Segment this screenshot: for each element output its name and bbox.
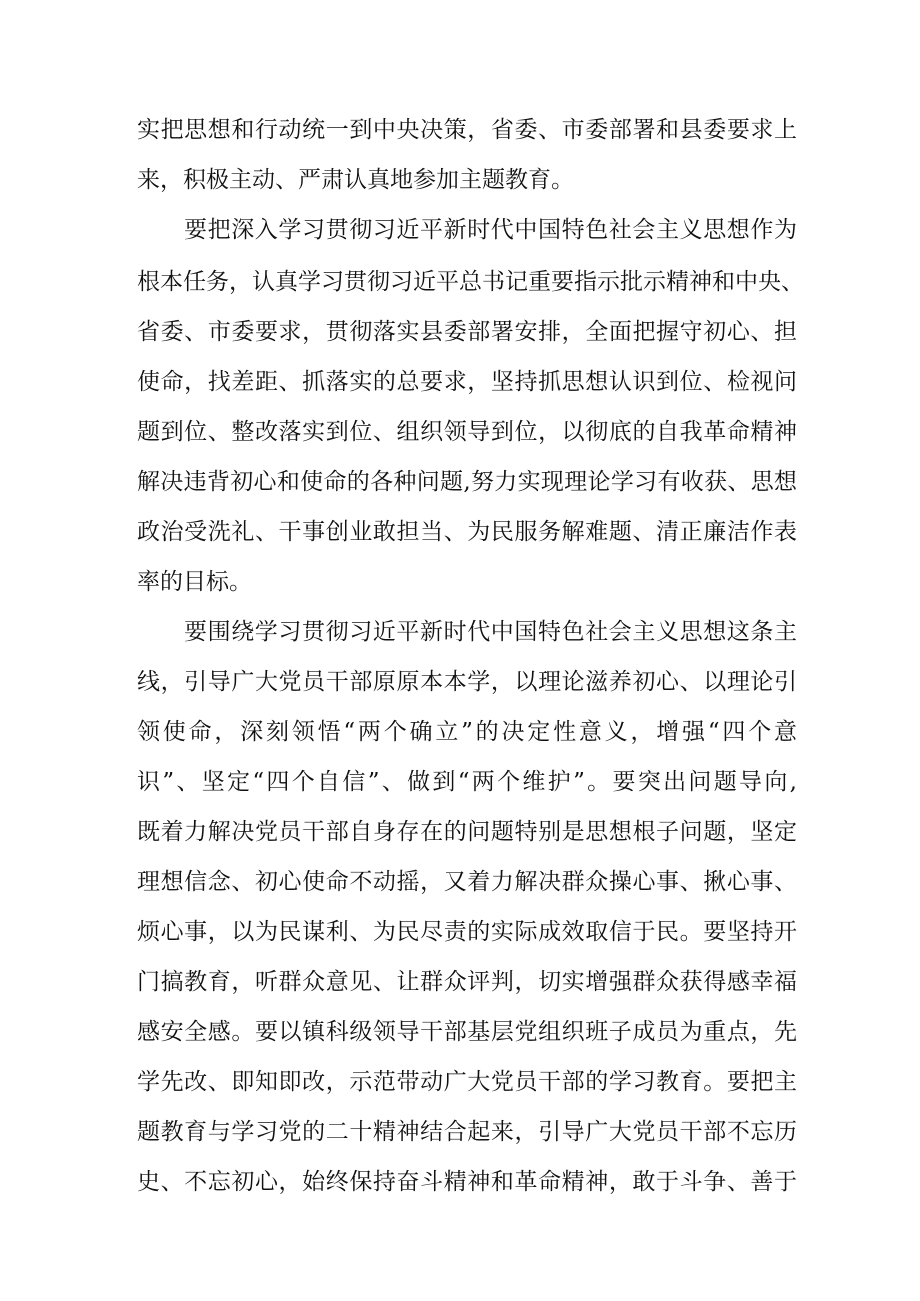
text-line: 线，引导广大党员干部原原本本学，以理论滋养初心、以理论引 — [137, 669, 797, 695]
text-line: 率的目标。 — [137, 569, 252, 595]
text-line: 烦心事，以为民谋利、为民尽责的实际成效取信于民。要坚持开 — [137, 919, 797, 945]
text-line: 识”、坚定“四个自信”、做到“两个维护”。要突出问题导向, — [137, 769, 797, 795]
text-line: 感安全感。要以镇科级领导干部基层党组织班子成员为重点，先 — [137, 1019, 797, 1045]
text-line: 来，积极主动、严肃认真地参加主题教育。 — [137, 167, 574, 193]
text-line: 省委、市委要求，贯彻落实县委部署安排，全面把握守初心、担 — [137, 319, 797, 345]
text-line: 根本任务，认真学习贯彻习近平总书记重要指示批示精神和中央、 — [137, 269, 804, 295]
text-line: 学先改、即知即改，示范带动广大党员干部的学习教育。要把主 — [137, 1069, 797, 1095]
text-line: 题教育与学习党的二十精神结合起来，引导广大党员干部不忘历 — [137, 1119, 797, 1145]
text-line: 使命，找差距、抓落实的总要求，坚持抓思想认识到位、检视问 — [137, 369, 797, 395]
text-line: 理想信念、初心使命不动摇，又着力解决群众操心事、揪心事、 — [137, 869, 797, 895]
text-line: 门搞教育，听群众意见、让群众评判，切实增强群众获得感幸福 — [137, 969, 797, 995]
text-line: 解决违背初心和使命的各种问题,努力实现理论学习有收获、思想 — [137, 469, 797, 495]
text-line: 题到位、整改落实到位、组织领导到位，以彻底的自我革命精神 — [137, 419, 797, 445]
text-line: 史、不忘初心，始终保持奋斗精神和革命精神，敢于斗争、善于 — [137, 1169, 797, 1195]
text-line: 要围绕学习贯彻习近平新时代中国特色社会主义思想这条主 — [184, 619, 797, 645]
text-line: 实把思想和行动统一到中央决策，省委、市委部署和县委要求上 — [137, 117, 797, 143]
text-line: 政治受洗礼、干事创业敢担当、为民服务解难题、清正廉洁作表 — [137, 519, 797, 545]
text-line: 要把深入学习贯彻习近平新时代中国特色社会主义思想作为 — [184, 217, 797, 243]
text-line: 既着力解决党员干部自身存在的问题特别是思想根子问题，坚定 — [137, 819, 797, 845]
text-line: 领使命，深刻领悟“两个确立”的决定性意义，增强“四个意 — [137, 719, 797, 745]
